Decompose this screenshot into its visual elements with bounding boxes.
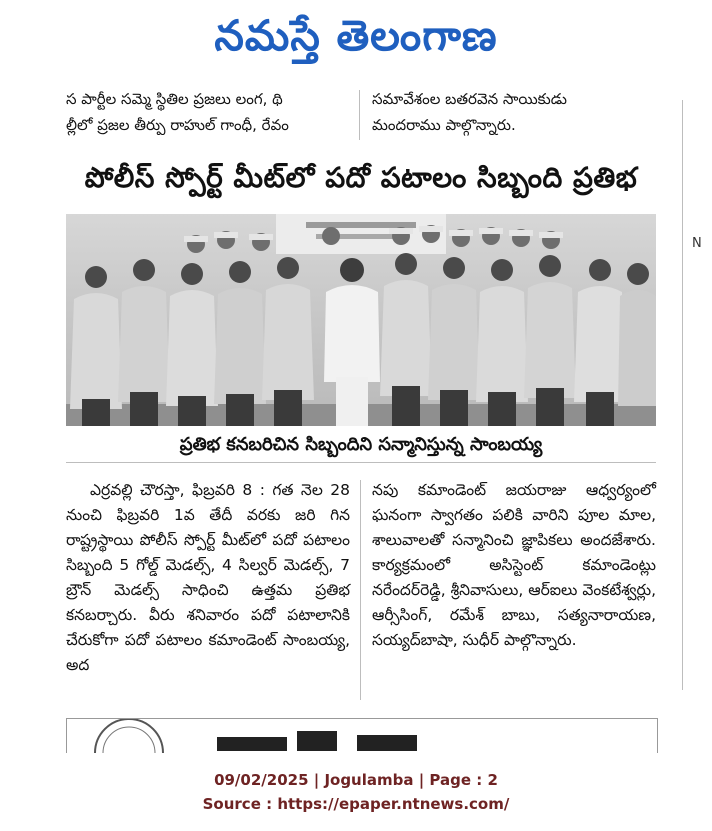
photo-caption: ప్రతిభ కనబరిచిన సిబ్బందిని సన్మానిస్తున్న సాంబయ్య <box>179 433 543 455</box>
footer-date-edition: 09/02/2025 | Jogulamba | Page : 2 <box>214 771 498 789</box>
prev-line: మందరాము పాల్గొన్నారు. <box>372 116 516 134</box>
prev-article-right <box>372 86 656 138</box>
article-column-right <box>372 478 656 653</box>
article-photo <box>66 214 656 426</box>
footer-source[interactable]: Source : https://epaper.ntnews.com/ <box>202 795 510 813</box>
masthead <box>0 0 712 82</box>
page-footer <box>0 768 712 816</box>
article-column-left <box>66 478 350 678</box>
column-divider <box>360 480 361 700</box>
article-paragraph: నపు కమాండెంట్ జయరాజు ఆధ్వర్యంలో ఘనంగా స్వాగతం పలికి వారిని పూల మాల, శాలువాలతో సన్మానించి జ్ఞాపికలు అందజేశారు. కార్యక్రమంలో అసిస్టెంట్ కమాండెంట్లు నరేందర్‌రెడ్డి, శ్రీనివాసులు, ఆర్‌ఐలు వెంకటేశ్వర్లు, ఆర్సీసింగ్, రమేశ్ బాబు, సత్యనారాయణ, సయ్యద్‌బాషా, సుధీర్ పాల్గొన్నారు. <box>372 481 656 649</box>
next-article-graphic <box>67 719 657 753</box>
article-headline: పోలీస్ స్పోర్ట్ మీట్‌లో పదో పటాలం సిబ్బంది ప్రతిభ <box>84 161 638 194</box>
prev-line: ల్లీలో ప్రజల తీర్పు రాహుల్ గాంధీ, రేవం <box>66 116 289 134</box>
newspaper-logo: నమస్తే తెలంగాణ <box>214 11 498 60</box>
group-photo-illustration <box>66 214 656 426</box>
page-edge-rule <box>682 100 683 690</box>
prev-article-left <box>66 86 348 138</box>
column-divider <box>359 90 360 140</box>
caption-rule <box>66 462 656 463</box>
prev-line: స పార్టీల సమ్మె స్థితిల ప్రజలు లంగ, థి <box>66 90 283 108</box>
prev-line: సమావేశంల బతరవెన సాయికుడు <box>372 90 567 108</box>
article-paragraph: ఎర్రవల్లి చౌరస్తా, ఫిబ్రవరి 8 : గత నెల 28 నుంచి ఫిబ్రవరి 1వ తేదీ వరకు జరి గిన రాష్ట్రస్థాయి పోలీస్ స్పోర్ట్ మీట్‌లో పదో పటాలం సిబ్బంది 5 గోల్డ్ మెడల్స్, 4 సిల్వర్ మెడల్స్, 7 బ్రౌన్ మెడల్స్ సాధించి ఉత్తమ ప్రతిభ కనబర్చారు. వీరు శనివారం పదో పటాలానికి చేరుకోగా పదో పటాలం కమాండెంట్ సాంబయ్య, అద <box>66 481 350 674</box>
next-article-box <box>66 718 658 753</box>
edge-text-fragment: N <box>692 236 702 251</box>
